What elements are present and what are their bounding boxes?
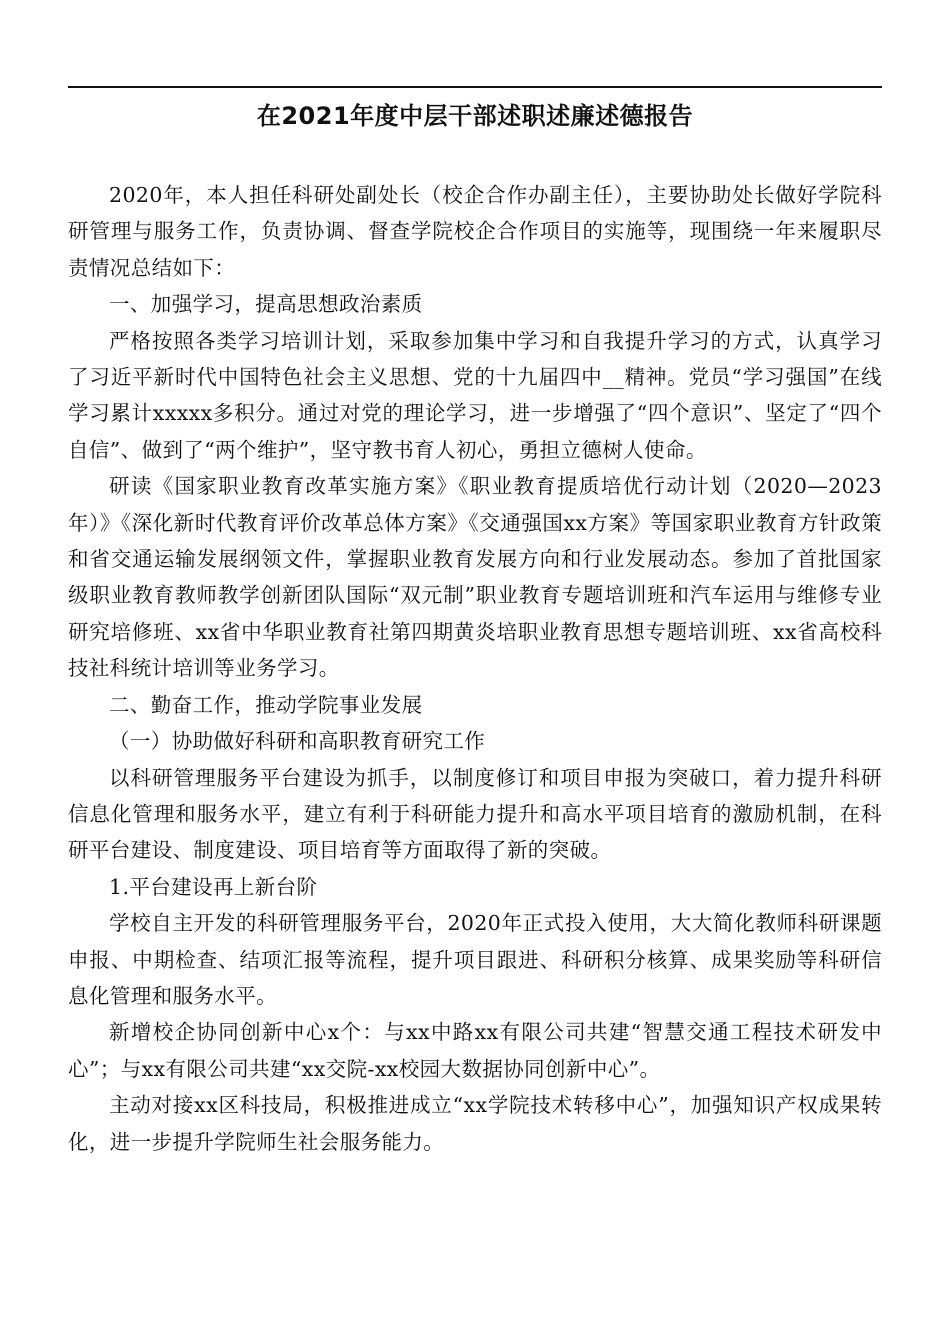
paragraph-tech-transfer: 主动对接xx区科技局，积极推进成立“xx学院技术转移中心”，加强知识产权成果转化，进一步提升学院师生社会服务能力。 xyxy=(68,1093,882,1154)
paragraph-intro: 2020年，本人担任科研处副处长（校企合作办副主任），主要协助处长做好学院科研管理与服务工作，负责协调、督查学院校企合作项目的实施等，现围绕一年来履职尽责情况总结如下： xyxy=(68,183,882,280)
document-title: 在2021年度中层干部述职述廉述德报告 xyxy=(256,102,694,130)
paragraph-reading: 研读《国家职业教育改革实施方案》《职业教育提质培优行动计划（2020—2023年）》《深化新时代教育评价改革总体方案》《交通强国xx方案》等国家职业教育方针政策和省交通运输发展纲领文件，掌握职业教育发展方向和行业发展动态。参加了首批国家级职业教育教师教学创新团队国际“双元制”职业教育专题培训班和汽车运用与维修专业研究培修班、xx省中华职业教育社第四期黄炎培职业教育思想专题培训班、xx省高校科技社科统计培训等业务学习。 xyxy=(68,474,882,681)
header-rule xyxy=(68,86,882,88)
paragraph-research-management: 以科研管理服务平台建设为抓手，以制度修订和项目申报为突破口，着力提升科研信息化管理和服务水平，建立有利于科研能力提升和高水平项目培育的激励机制，在科研平台建设、制度建设、项目培育等方面取得了新的突破。 xyxy=(68,765,882,863)
heading-section-2: 二、勤奋工作，推动学院事业发展 xyxy=(109,692,423,717)
paragraph-study: 严格按照各类学习培训计划，采取参加集中学习和自我提升学习的方式，认真学习了习近平新时代中国特色社会主义思想、党的十九届四中__精神。党员“学习强国”在线学习累计xxxxx多积分。通过对党的理论学习，进一步增强了“四个意识”、坚定了“四个自信”、做到了“两个维护”，坚守教书育人初心，勇担立德树人使命。 xyxy=(68,328,882,462)
heading-section-1: 一、加强学习，提高思想政治素质 xyxy=(109,292,423,317)
paragraph-innovation-center: 新增校企协同创新中心x个：与xx中路xx有限公司共建“智慧交通工程技术研发中心”；与xx有限公司共建“xx交院-xx校园大数据协同创新中心”。 xyxy=(68,1020,882,1081)
document-body xyxy=(68,177,882,1160)
paragraph-platform: 学校自主开发的科研管理服务平台，2020年正式投入使用，大大简化教师科研课题申报、中期检查、结项汇报等流程，提升项目跟进、科研积分核算、成果奖励等科研信息化管理和服务水平。 xyxy=(68,911,882,1008)
heading-item-1: 1.平台建设再上新台阶 xyxy=(109,874,318,899)
heading-subsection-1: （一）协助做好科研和高职教育研究工作 xyxy=(109,729,486,754)
